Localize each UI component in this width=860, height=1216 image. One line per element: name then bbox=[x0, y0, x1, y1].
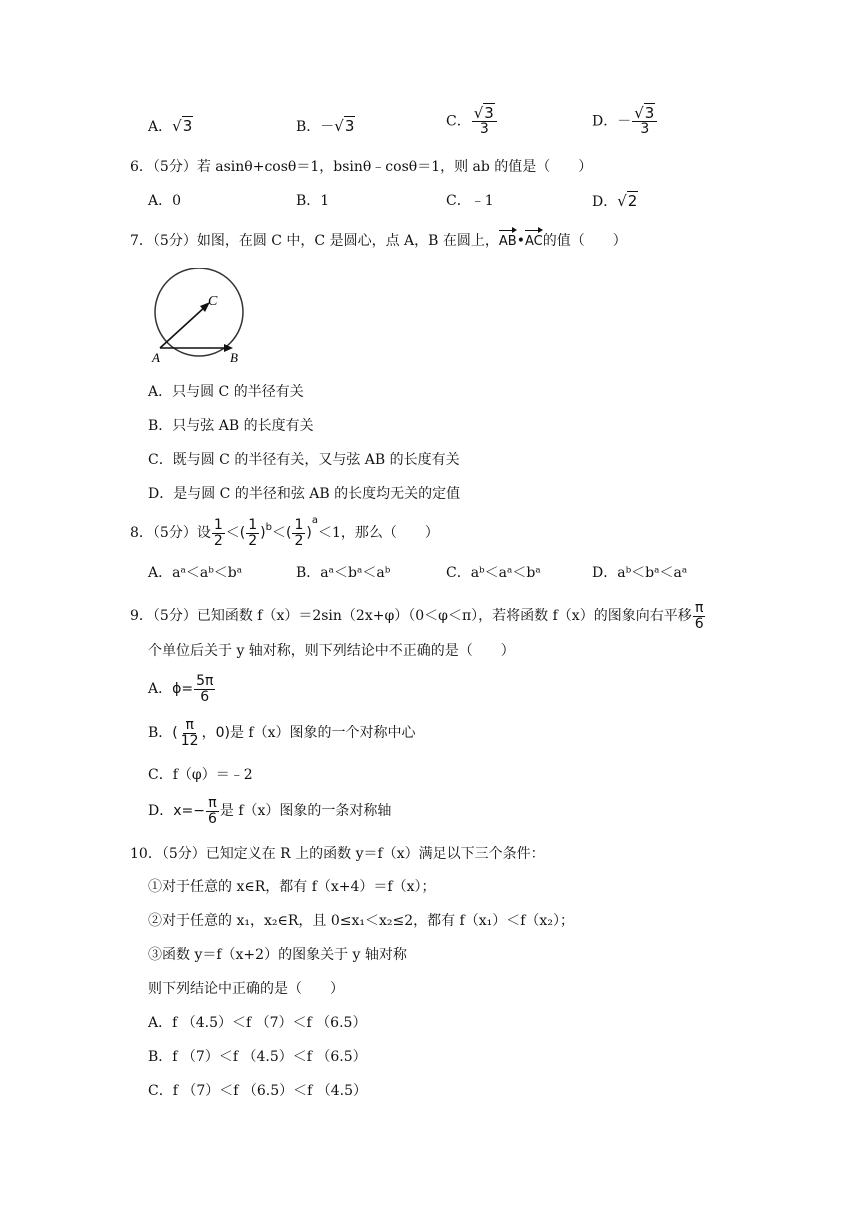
q7-option-c: C．既与圆 C 的半径有关，又与弦 AB 的长度有关 bbox=[148, 452, 460, 468]
vector-ab: AB bbox=[499, 232, 517, 252]
paren: ( bbox=[239, 525, 246, 541]
option-label: A． bbox=[148, 119, 173, 135]
q9-option-c: C．f（φ）＝﹣2 bbox=[148, 767, 253, 783]
stem-text: 的值（ ） bbox=[542, 233, 627, 249]
fraction bbox=[472, 106, 497, 137]
paren: ( bbox=[285, 525, 292, 541]
option-text: 是 f（x）图象的一条对称轴 bbox=[219, 803, 392, 819]
q10-option-c: C．f （7）＜f （6.5）＜f （4.5） bbox=[148, 1083, 368, 1099]
q10-condition-2: ②对于任意的 x₁，x₂∈R，且 0≤x₁＜x₂≤2，都有 f（x₁）＜f（x₂）； bbox=[148, 913, 574, 929]
q6-stem: 6．（5分）若 asinθ+cosθ＝1，bsinθ﹣cosθ＝1，则 ab 的值是（ ） bbox=[130, 159, 593, 175]
q6-option-c: C．﹣1 bbox=[446, 193, 494, 209]
q9-option-d bbox=[148, 792, 391, 830]
q6-option-d bbox=[592, 191, 638, 212]
denominator: 3 bbox=[640, 121, 650, 137]
option-label: D． bbox=[148, 803, 174, 819]
fraction bbox=[632, 106, 657, 137]
circle-figure bbox=[148, 268, 252, 364]
stem-text: 7．（5分）如图，在圆 C 中，C 是圆心，点 A，B 在圆上， bbox=[130, 233, 499, 249]
numerator: π bbox=[185, 716, 194, 733]
q10-option-b: B．f （7）＜f （4.5）＜f （6.5） bbox=[148, 1049, 367, 1065]
q8-option-b: B．aᵃ＜bᵃ＜aᵇ bbox=[296, 565, 391, 581]
less-than: ＜ bbox=[225, 525, 240, 541]
numerator: π bbox=[694, 599, 704, 616]
denominator: 2 bbox=[294, 532, 304, 549]
minus-sign: － bbox=[320, 119, 335, 135]
stem-text: 8．（5分）设 bbox=[130, 525, 211, 541]
q9-option-a bbox=[148, 670, 216, 708]
q9-option-b: B．( $\frac{\pi}{12}$ ，0)是 f（x）图象的一个对称中心 bbox=[148, 716, 416, 749]
option-label: B． bbox=[296, 119, 321, 135]
fraction bbox=[194, 674, 215, 705]
q10-condition-1: ①对于任意的 x∈R，都有 f（x+4）＝f（x）； bbox=[148, 879, 436, 895]
dot-product-sign: • bbox=[516, 233, 525, 249]
fraction-pi-over-6 bbox=[693, 601, 706, 632]
q10-condition-3: ③函数 y＝f（x+2）的图象关于 y 轴对称 bbox=[148, 947, 407, 963]
numerator: π bbox=[208, 794, 217, 811]
q5-option-b bbox=[296, 116, 355, 137]
option-label: C． bbox=[446, 113, 471, 130]
label-c: C bbox=[208, 294, 218, 309]
numerator: √3 bbox=[632, 106, 657, 122]
q6-option-a: A．0 bbox=[148, 193, 182, 209]
q7-option-d: D．是与圆 C 的半径和弦 AB 的长度均无关的定值 bbox=[148, 486, 461, 502]
point-tail: ，0) bbox=[201, 725, 230, 741]
less-than: ＜ bbox=[271, 525, 286, 541]
phi-equals: ϕ= bbox=[172, 681, 194, 697]
radicand: 3 bbox=[484, 104, 494, 122]
stem-text: 9．（5分）已知函数 f（x）＝2sin（2x+φ）（0＜φ＜π），若将函数 f（x）的图象向右平移 bbox=[130, 608, 692, 624]
stem-text: ＜1，那么（ ） bbox=[317, 525, 439, 541]
q10-ask: 则下列结论中正确的是（ ） bbox=[148, 981, 344, 997]
denominator: 6 bbox=[694, 615, 704, 632]
paren: ) bbox=[306, 525, 312, 541]
sqrt-expression: √3 bbox=[334, 117, 355, 135]
option-label: B． bbox=[148, 725, 173, 741]
option-label: D． bbox=[592, 194, 618, 210]
vector-ac-arrow bbox=[160, 306, 206, 348]
q8-option-a: A．aᵃ＜aᵇ＜bᵃ bbox=[148, 565, 243, 581]
sqrt-expression: √2 bbox=[617, 192, 638, 210]
vector-ac: AC bbox=[525, 232, 543, 252]
q5-option-a bbox=[148, 116, 193, 137]
fraction bbox=[206, 796, 219, 827]
exponent-b: b bbox=[265, 522, 272, 533]
q9-stem-line2: 个单位后关于 y 轴对称，则下列结论中不正确的是（ ） bbox=[148, 643, 515, 659]
denominator: 6 bbox=[207, 810, 217, 827]
radicand: 2 bbox=[627, 192, 638, 210]
fraction-half bbox=[246, 518, 259, 549]
denominator: 12 bbox=[180, 732, 199, 749]
q9-stem-line1 bbox=[130, 596, 707, 636]
numerator: 5π bbox=[196, 672, 214, 689]
radicand: 3 bbox=[644, 104, 655, 122]
label-a: A bbox=[152, 350, 160, 364]
q6-option-b: B．1 bbox=[296, 193, 330, 209]
q7-option-b: B．只与弦 AB 的长度有关 bbox=[148, 418, 314, 434]
numerator: 1 bbox=[248, 516, 258, 533]
option-label: D． bbox=[592, 113, 618, 130]
sqrt-expression: √3 bbox=[172, 117, 193, 135]
minus-sign: － bbox=[617, 113, 632, 130]
q10-option-a: A．f （4.5）＜f （7）＜f （6.5） bbox=[148, 1015, 367, 1031]
radicand: 3 bbox=[182, 117, 193, 135]
radicand: 3 bbox=[344, 117, 355, 135]
q7-option-a: A．只与圆 C 的半径有关 bbox=[148, 384, 304, 400]
fraction-half bbox=[212, 518, 225, 549]
denominator: 6 bbox=[200, 688, 210, 705]
option-text: 是 f（x）图象的一个对称中心 bbox=[229, 725, 416, 741]
label-b: B bbox=[230, 350, 238, 364]
paren: ) bbox=[260, 525, 266, 541]
numerator: √3 bbox=[472, 106, 497, 122]
q8-option-c: C．aᵇ＜aᵃ＜bᵃ bbox=[446, 565, 541, 581]
q7-stem bbox=[130, 231, 627, 252]
option-label: A． bbox=[148, 681, 173, 697]
denominator: 2 bbox=[213, 532, 223, 549]
fraction bbox=[179, 718, 201, 749]
denominator: 2 bbox=[248, 532, 258, 549]
numerator: 1 bbox=[294, 516, 304, 533]
denominator: 3 bbox=[479, 121, 489, 137]
q8-stem bbox=[130, 514, 439, 552]
exponent-a: a bbox=[311, 515, 318, 526]
x-equals: x=− bbox=[173, 803, 205, 819]
q10-stem: 10．（5分）已知定义在 R 上的函数 y＝f（x）满足以下三个条件： bbox=[130, 846, 545, 862]
q8-option-d: D．aᵇ＜bᵃ＜aᵃ bbox=[592, 565, 688, 581]
numerator: 1 bbox=[213, 516, 223, 533]
q5-option-c bbox=[446, 106, 498, 137]
fraction-half bbox=[292, 518, 305, 549]
q5-option-d bbox=[592, 106, 658, 137]
